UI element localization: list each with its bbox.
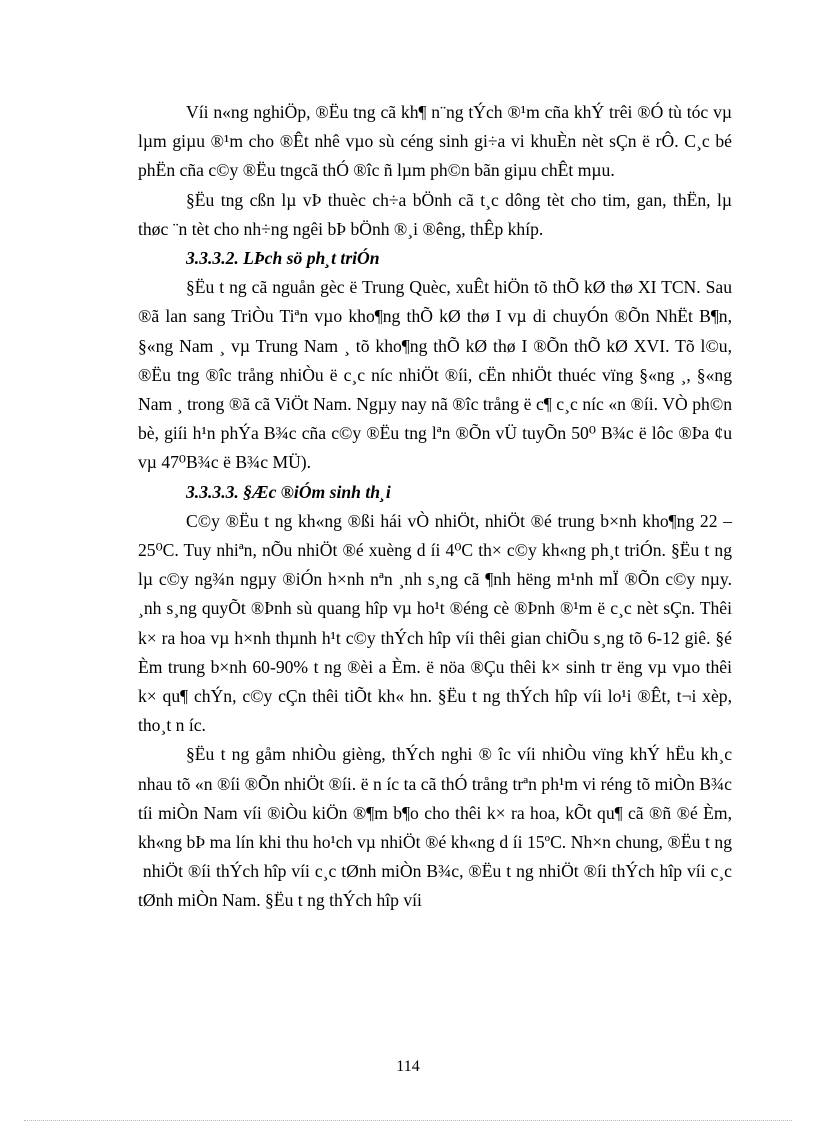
paragraph-medicinal-use: §Ëu tng cßn lµ vÞ thuèc ch÷a bÖnh cã t¸c dông tèt cho tim, gan, thËn, lµ thøc ¨n tèt cho nh÷ng ngêi bÞ bÖnh ®¸i ®êng, thÊp khíp. bbox=[138, 189, 732, 239]
page-bottom-divider bbox=[24, 1120, 792, 1121]
page-number: 114 bbox=[396, 1058, 420, 1075]
paragraph-history: §Ëu t ng cã nguån gèc ë Trung Quèc, xuÊt hiÖn tõ thÕ kØ thø XI TCN. Sau ®ã lan sang TriÒu Tiªn vµo kho¶ng thÕ kØ thø I vµ di chuyÓn ®Õn NhËt B¶n, §«ng Nam ¸ vµ Trung Nam ¸ tõ kho¶ng thÕ kØ thø I ®Õn thÕ kØ XVI. Tõ l©u, ®Ëu tng ®îc trång nhiÒu ë c¸c níc nhiÖt ®íi, cËn nhiÖt thuéc vïng §«ng ¸, §«ng Nam ¸ trong ®ã cã ViÖt Nam. Ngµy nay nã ®îc trång ë c¶ c¸c níc «n ®íi. VÒ ph©n bè, giíi h¹n phÝa B¾c cña c©y ®Ëu tng lªn ®Õn vÜ tuyÕn 50⁰ B¾c ë lôc ®Þa ¢u vµ 47⁰B¾c ë B¾c MÜ). bbox=[138, 277, 732, 473]
page-body bbox=[138, 98, 732, 916]
paragraph-nitrogen-fixation: Víi n«ng nghiÖp, ®Ëu tng cã kh¶ n¨ng tÝch ®¹m cña khÝ trêi ®Ó tù tóc vµ lµm giµu ®¹m cho ®Êt nhê vµo sù céng sinh gi÷a vi khuÈn nèt sÇn ë rÔ. C¸c bé phËn cña c©y ®Ëu tngcã thÓ ®îc ñ lµm ph©n bãn giµu chÊt mµu. bbox=[138, 102, 732, 181]
paragraph-ecology-climate: C©y ®Ëu t ng kh«ng ®ßi hái vÒ nhiÖt, nhiÖt ®é trung b×nh kho¶ng 22 – 25⁰C. Tuy nhiªn, nÕu nhiÖt ®é xuèng d íi 4⁰C th× c©y kh«ng ph¸t triÓn. §Ëu t ng lµ c©y ng¾n ngµy ®iÓn h×nh nªn ¸nh s¸ng cã ¶nh hëng m¹nh mÏ ®Õn c©y nµy. ¸nh s¸ng quyÕt ®Þnh sù quang hîp vµ ho¹t ®éng cè ®Þnh ®¹m ë c¸c nèt sÇn. Thêi k× ra hoa vµ h×nh thµnh h¹t c©y thÝch hîp víi thêi gian chiÕu s¸ng tõ 6-12 giê. §é Èm trung b×nh 60-90% t ng ®èi a Èm. ë nöa ®Çu thêi k× sinh tr ëng vµ vµo thêi k× qu¶ chÝn, c©y cÇn thêi tiÕt kh« hn. §Ëu t ng thÝch hîp víi lo¹i ®Êt, t¬i xèp, tho¸t n íc. bbox=[138, 510, 732, 736]
section-heading-history: 3.3.3.2. LÞch sö ph¸t triÓn bbox=[186, 248, 380, 269]
paragraph-varieties: §Ëu t ng gåm nhiÒu gièng, thÝch nghi ® îc víi nhiÒu vïng khÝ hËu kh¸c nhau tõ «n ®íi ®Õn nhiÖt ®íi. ë n íc ta cã thÓ trång trªn ph¹m vi réng tõ miÒn B¾c tíi miÒn Nam víi ®iÒu kiÖn ®¶m b¶o cho thêi k× ra hoa, kÕt qu¶ cã ®ñ ®é Èm, kh«ng bÞ ma lín khi thu ho¹ch vµ nhiÖt ®é kh«ng d íi 15ºC. Nh×n chung, ®Ëu t ng nhiÖt ®íi thÝch hîp víi c¸c tØnh miÒn B¾c, ®Ëu t ng nhiÖt ®íi thÝch hîp víi c¸c tØnh miÒn Nam. §Ëu t ng thÝch hîp víi bbox=[138, 744, 732, 911]
section-heading-ecology: 3.3.3.3. §Æc ®iÓm sinh th¸i bbox=[186, 481, 391, 502]
